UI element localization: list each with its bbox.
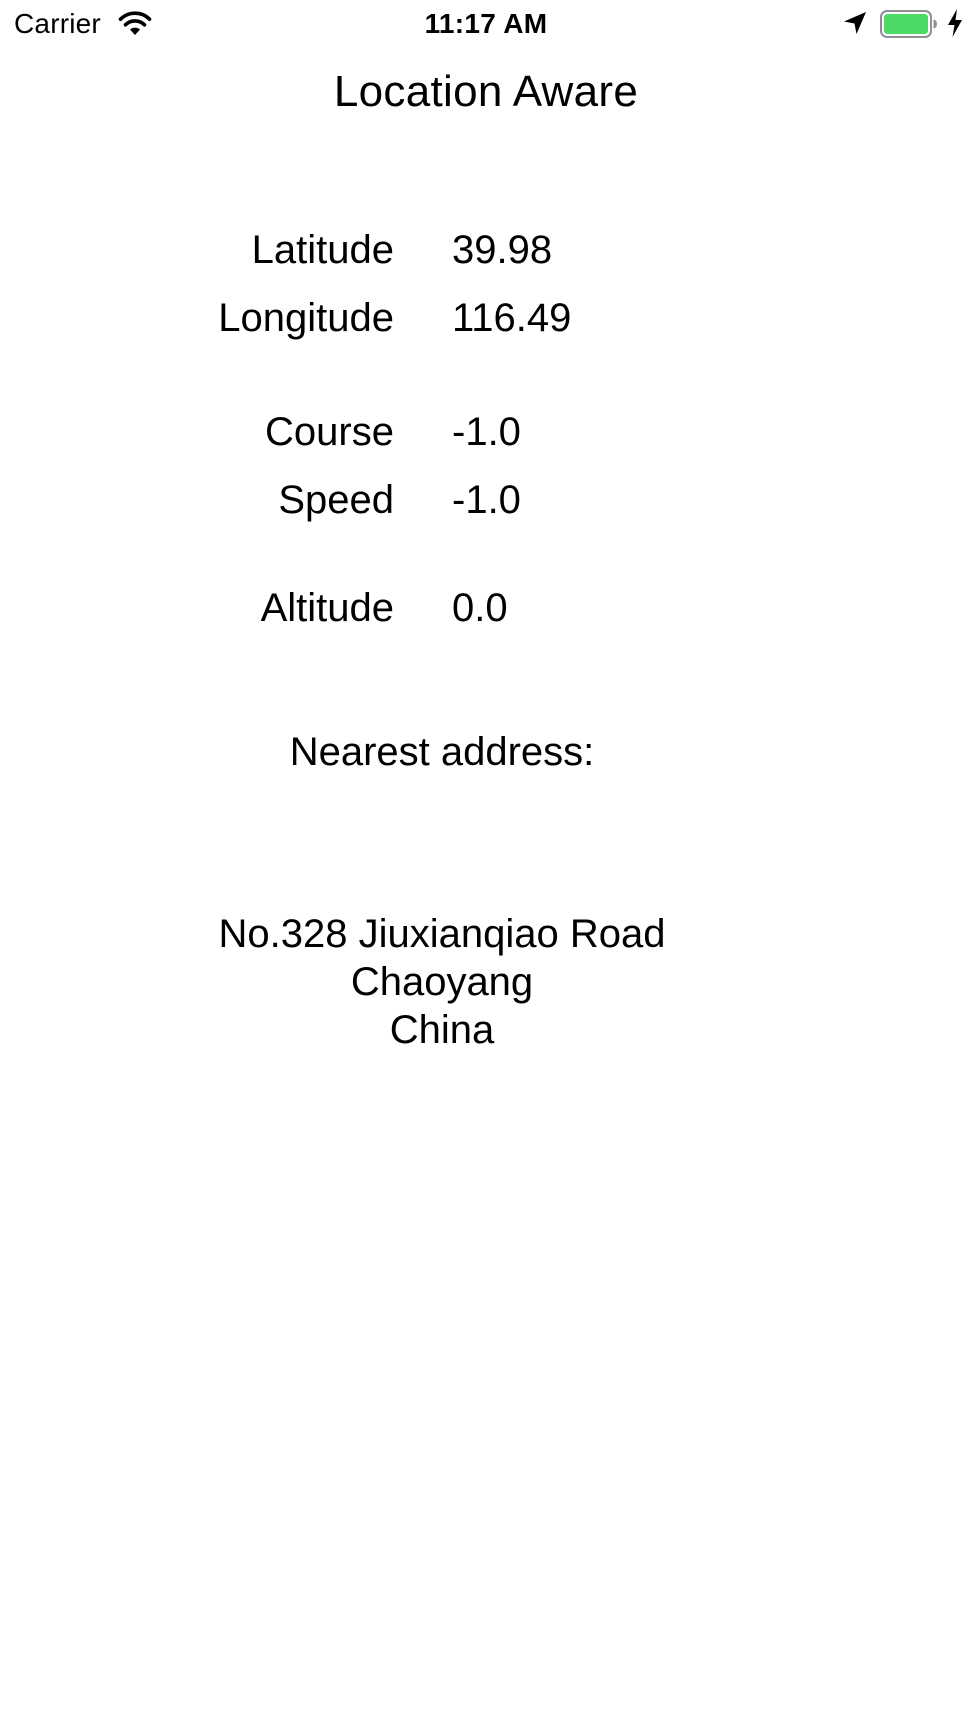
nearest-address bbox=[0, 910, 884, 1054]
longitude-label: Longitude bbox=[218, 296, 394, 340]
charging-icon bbox=[946, 8, 964, 38]
altitude-label: Altitude bbox=[260, 586, 394, 630]
location-arrow-icon bbox=[842, 10, 868, 36]
battery-icon bbox=[880, 10, 938, 38]
address-country: China bbox=[389, 1008, 495, 1052]
nearest-address-heading: Nearest address: bbox=[289, 730, 595, 774]
address-street: No.328 Jiuxianqiao Road bbox=[218, 912, 666, 956]
latitude-label: Latitude bbox=[251, 228, 394, 272]
status-time: 11:17 AM bbox=[424, 8, 548, 39]
longitude-value: 116.49 bbox=[452, 296, 572, 340]
altitude-value: 0.0 bbox=[452, 586, 508, 630]
status-bar bbox=[0, 0, 972, 50]
course-value: -1.0 bbox=[452, 410, 521, 454]
address-district: Chaoyang bbox=[350, 960, 534, 1004]
speed-label: Speed bbox=[278, 478, 394, 522]
page-title: Location Aware bbox=[333, 67, 639, 116]
carrier-name: Carrier bbox=[14, 8, 101, 39]
latitude-value: 39.98 bbox=[452, 228, 553, 272]
speed-value: -1.0 bbox=[452, 478, 521, 522]
course-label: Course bbox=[265, 410, 394, 454]
